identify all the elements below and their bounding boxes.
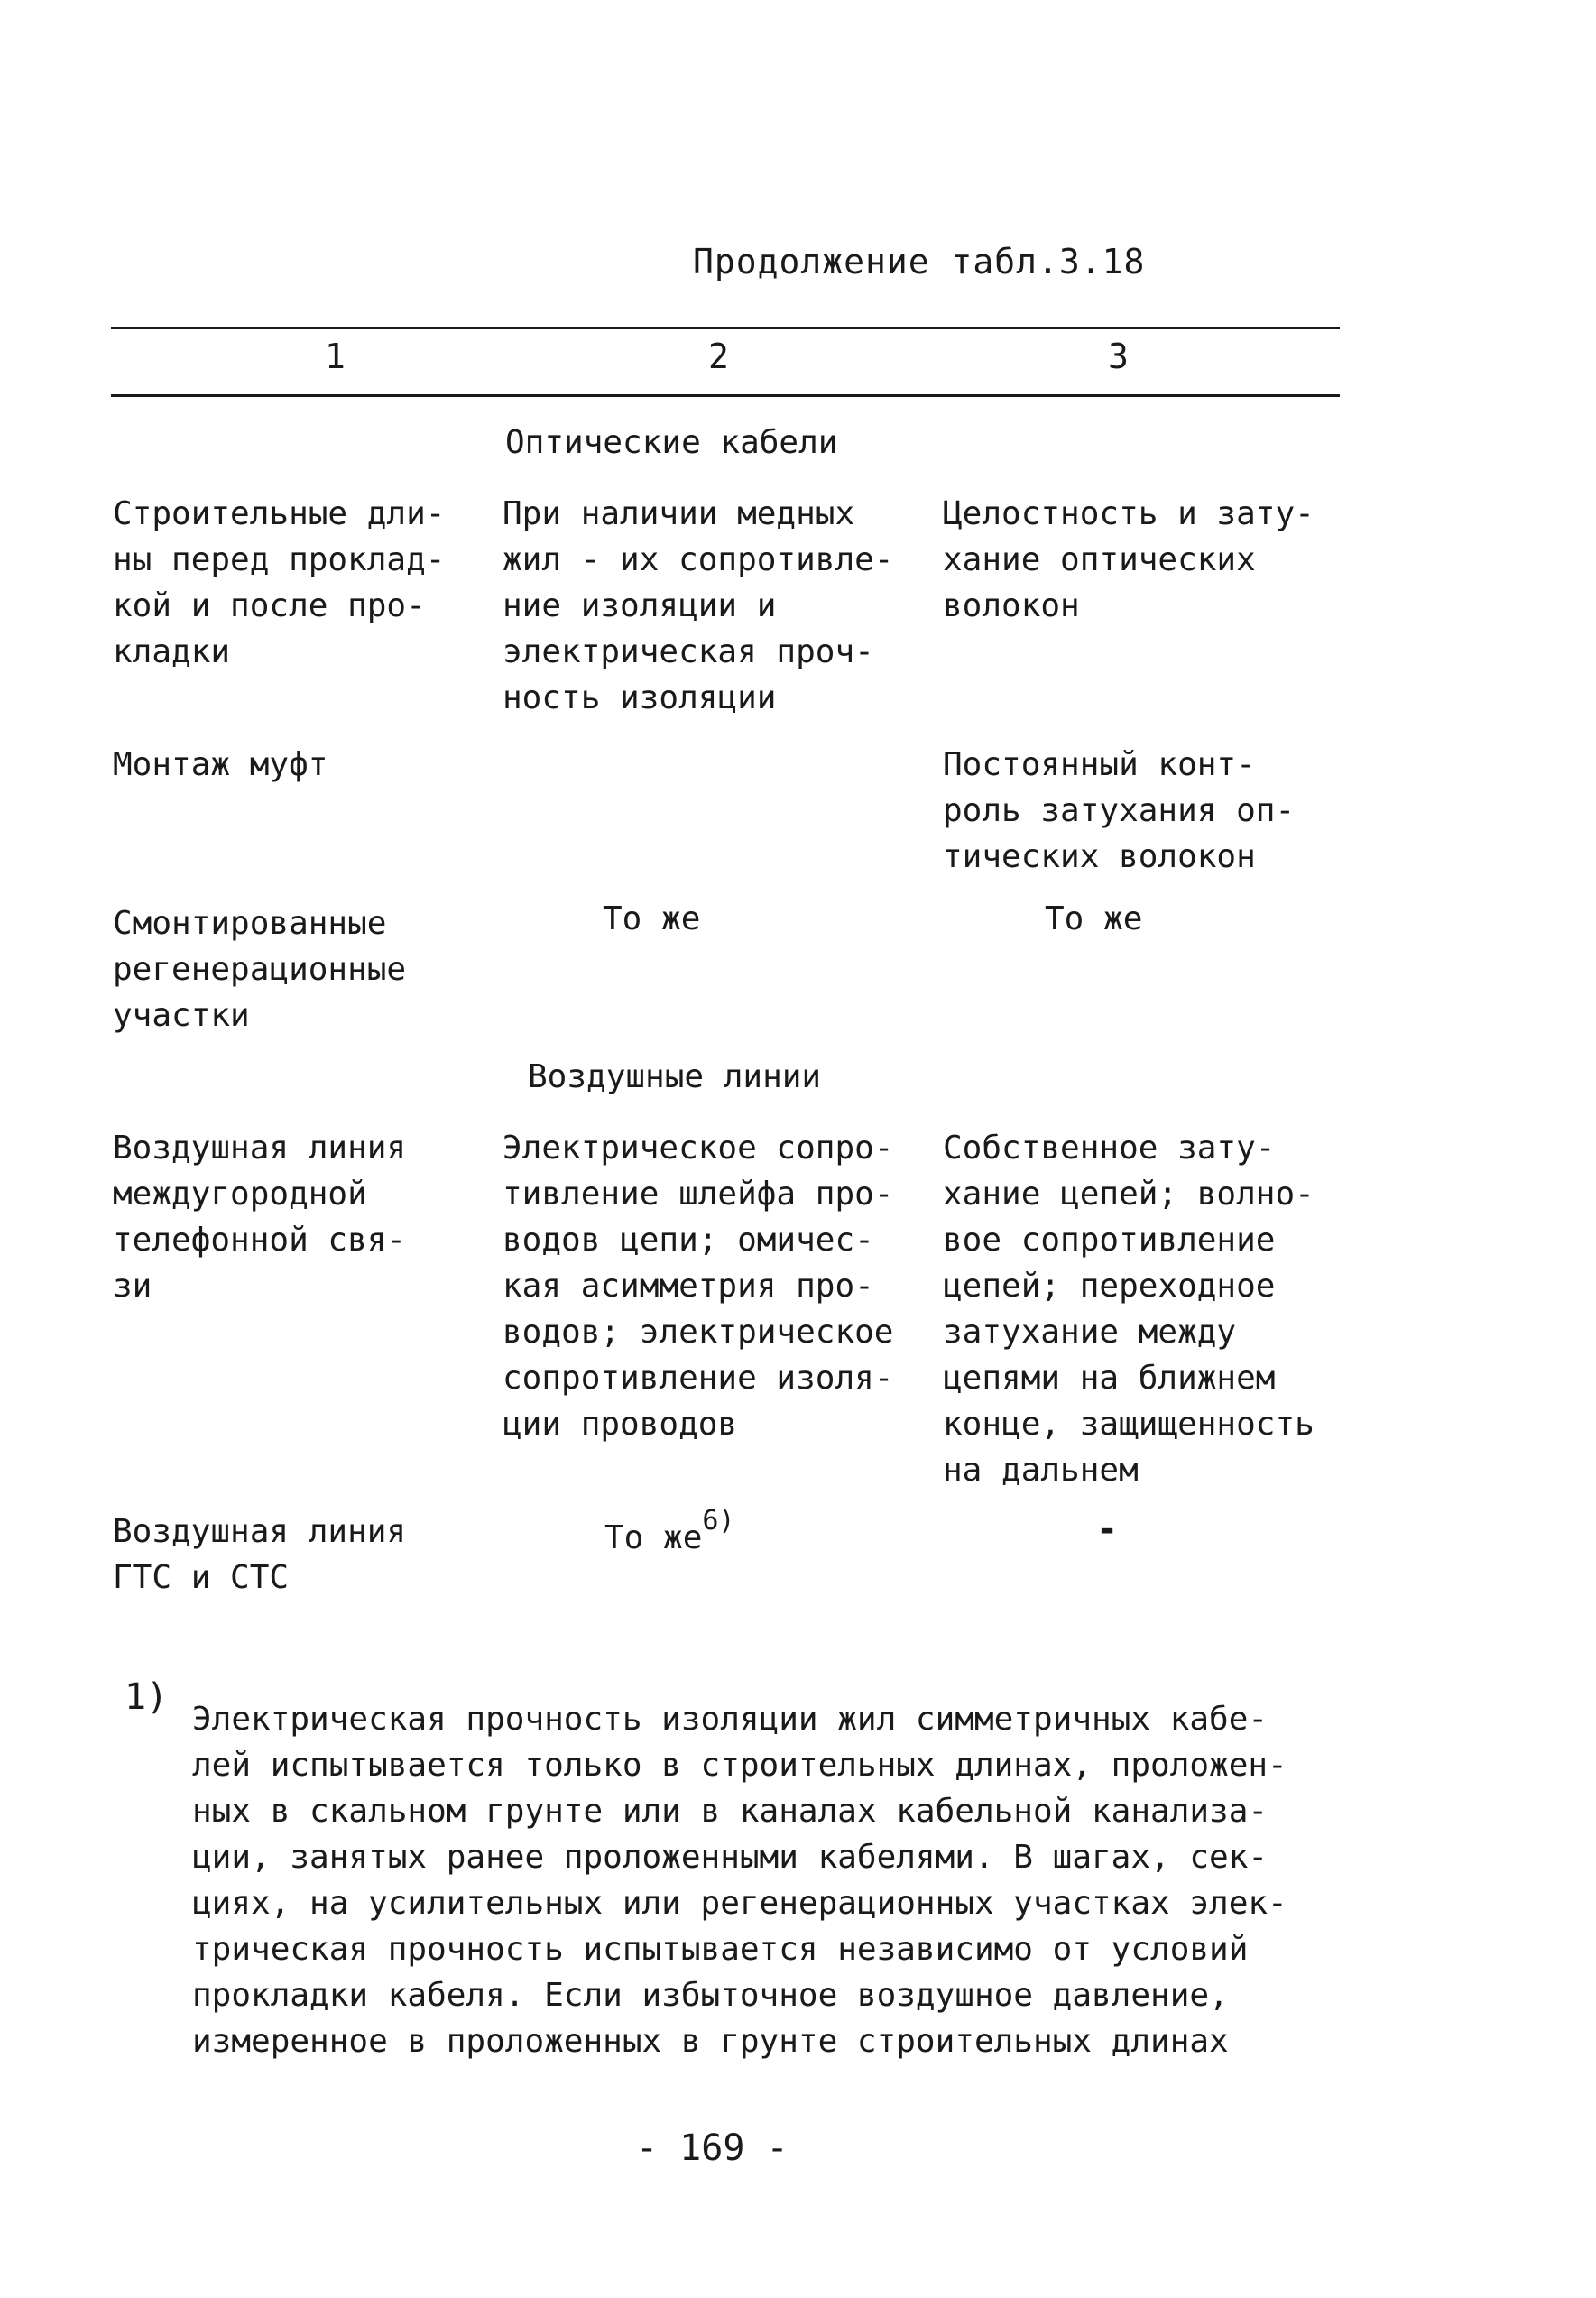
row-3-col-2: То же bbox=[603, 900, 701, 937]
section-title-optical: Оптические кабели bbox=[505, 424, 838, 461]
table-caption: Продолжение табл.3.18 bbox=[693, 242, 1146, 281]
row-5-col-3: - bbox=[1096, 1509, 1119, 1550]
row-2-col-1: Монтаж муфт bbox=[113, 746, 328, 783]
column-header-1: 1 bbox=[325, 337, 346, 376]
table-top-rule bbox=[111, 327, 1340, 329]
row-2-col-3: Постоянный конт- роль затухания оп- тических волокон bbox=[943, 746, 1296, 875]
footnote-ref-6: 6) bbox=[702, 1505, 735, 1537]
row-4-col-1: Воздушная линия междугородной телефонной свя- зи bbox=[113, 1130, 407, 1305]
page-number: - 169 - bbox=[636, 2127, 789, 2169]
footnote-text: Электрическая прочность изоляции жил симметричных кабе- лей испытывается только в строительных длинах, проложен- ных в скальном грунте или в каналах кабельной канализа- ции, занятых ранее проложенными кабелями. В шагах, сек- циях, на усилительных или регенерационных участках элек- трическая прочность испытывается независимо от условий прокладки кабеля. Если избыточное воздушное давление, измеренное в проложенных в грунте строительных длинах bbox=[192, 1701, 1287, 2060]
column-header-3: 3 bbox=[1108, 337, 1129, 376]
row-5-col-2-text: То же bbox=[604, 1519, 703, 1556]
section-title-overhead: Воздушные линии bbox=[528, 1058, 822, 1095]
row-1-col-1: Строительные дли- ны перед проклад- кой и после про- кладки bbox=[113, 495, 446, 670]
row-5-col-1: Воздушная линия ГТС и СТС bbox=[113, 1513, 407, 1596]
footnote-mark: 1) bbox=[125, 1676, 169, 1718]
row-5-col-2 bbox=[604, 1505, 735, 1556]
table-header-rule bbox=[111, 394, 1340, 397]
row-1-col-3: Целостность и зату- хание оптических волокон bbox=[943, 495, 1315, 624]
row-1-col-2: При наличии медных жил - их сопротивле- ние изоляции и электрическая проч- ность изоляции bbox=[503, 495, 894, 716]
column-header-2: 2 bbox=[708, 337, 729, 376]
row-4-col-3: Собственное зату- хание цепей; волно- вое сопротивление цепей; переходное затухание между цепями на ближнем конце, защищенность на дальнем bbox=[943, 1130, 1315, 1489]
row-3-col-1: Смонтированные регенерационные участки bbox=[113, 905, 407, 1034]
row-4-col-2: Электрическое сопро- тивление шлейфа про- водов цепи; омичес- кая асимметрия про- водов; электрическое сопротивление изоля- ции проводов bbox=[503, 1130, 894, 1443]
row-3-col-3: То же bbox=[1045, 900, 1143, 937]
